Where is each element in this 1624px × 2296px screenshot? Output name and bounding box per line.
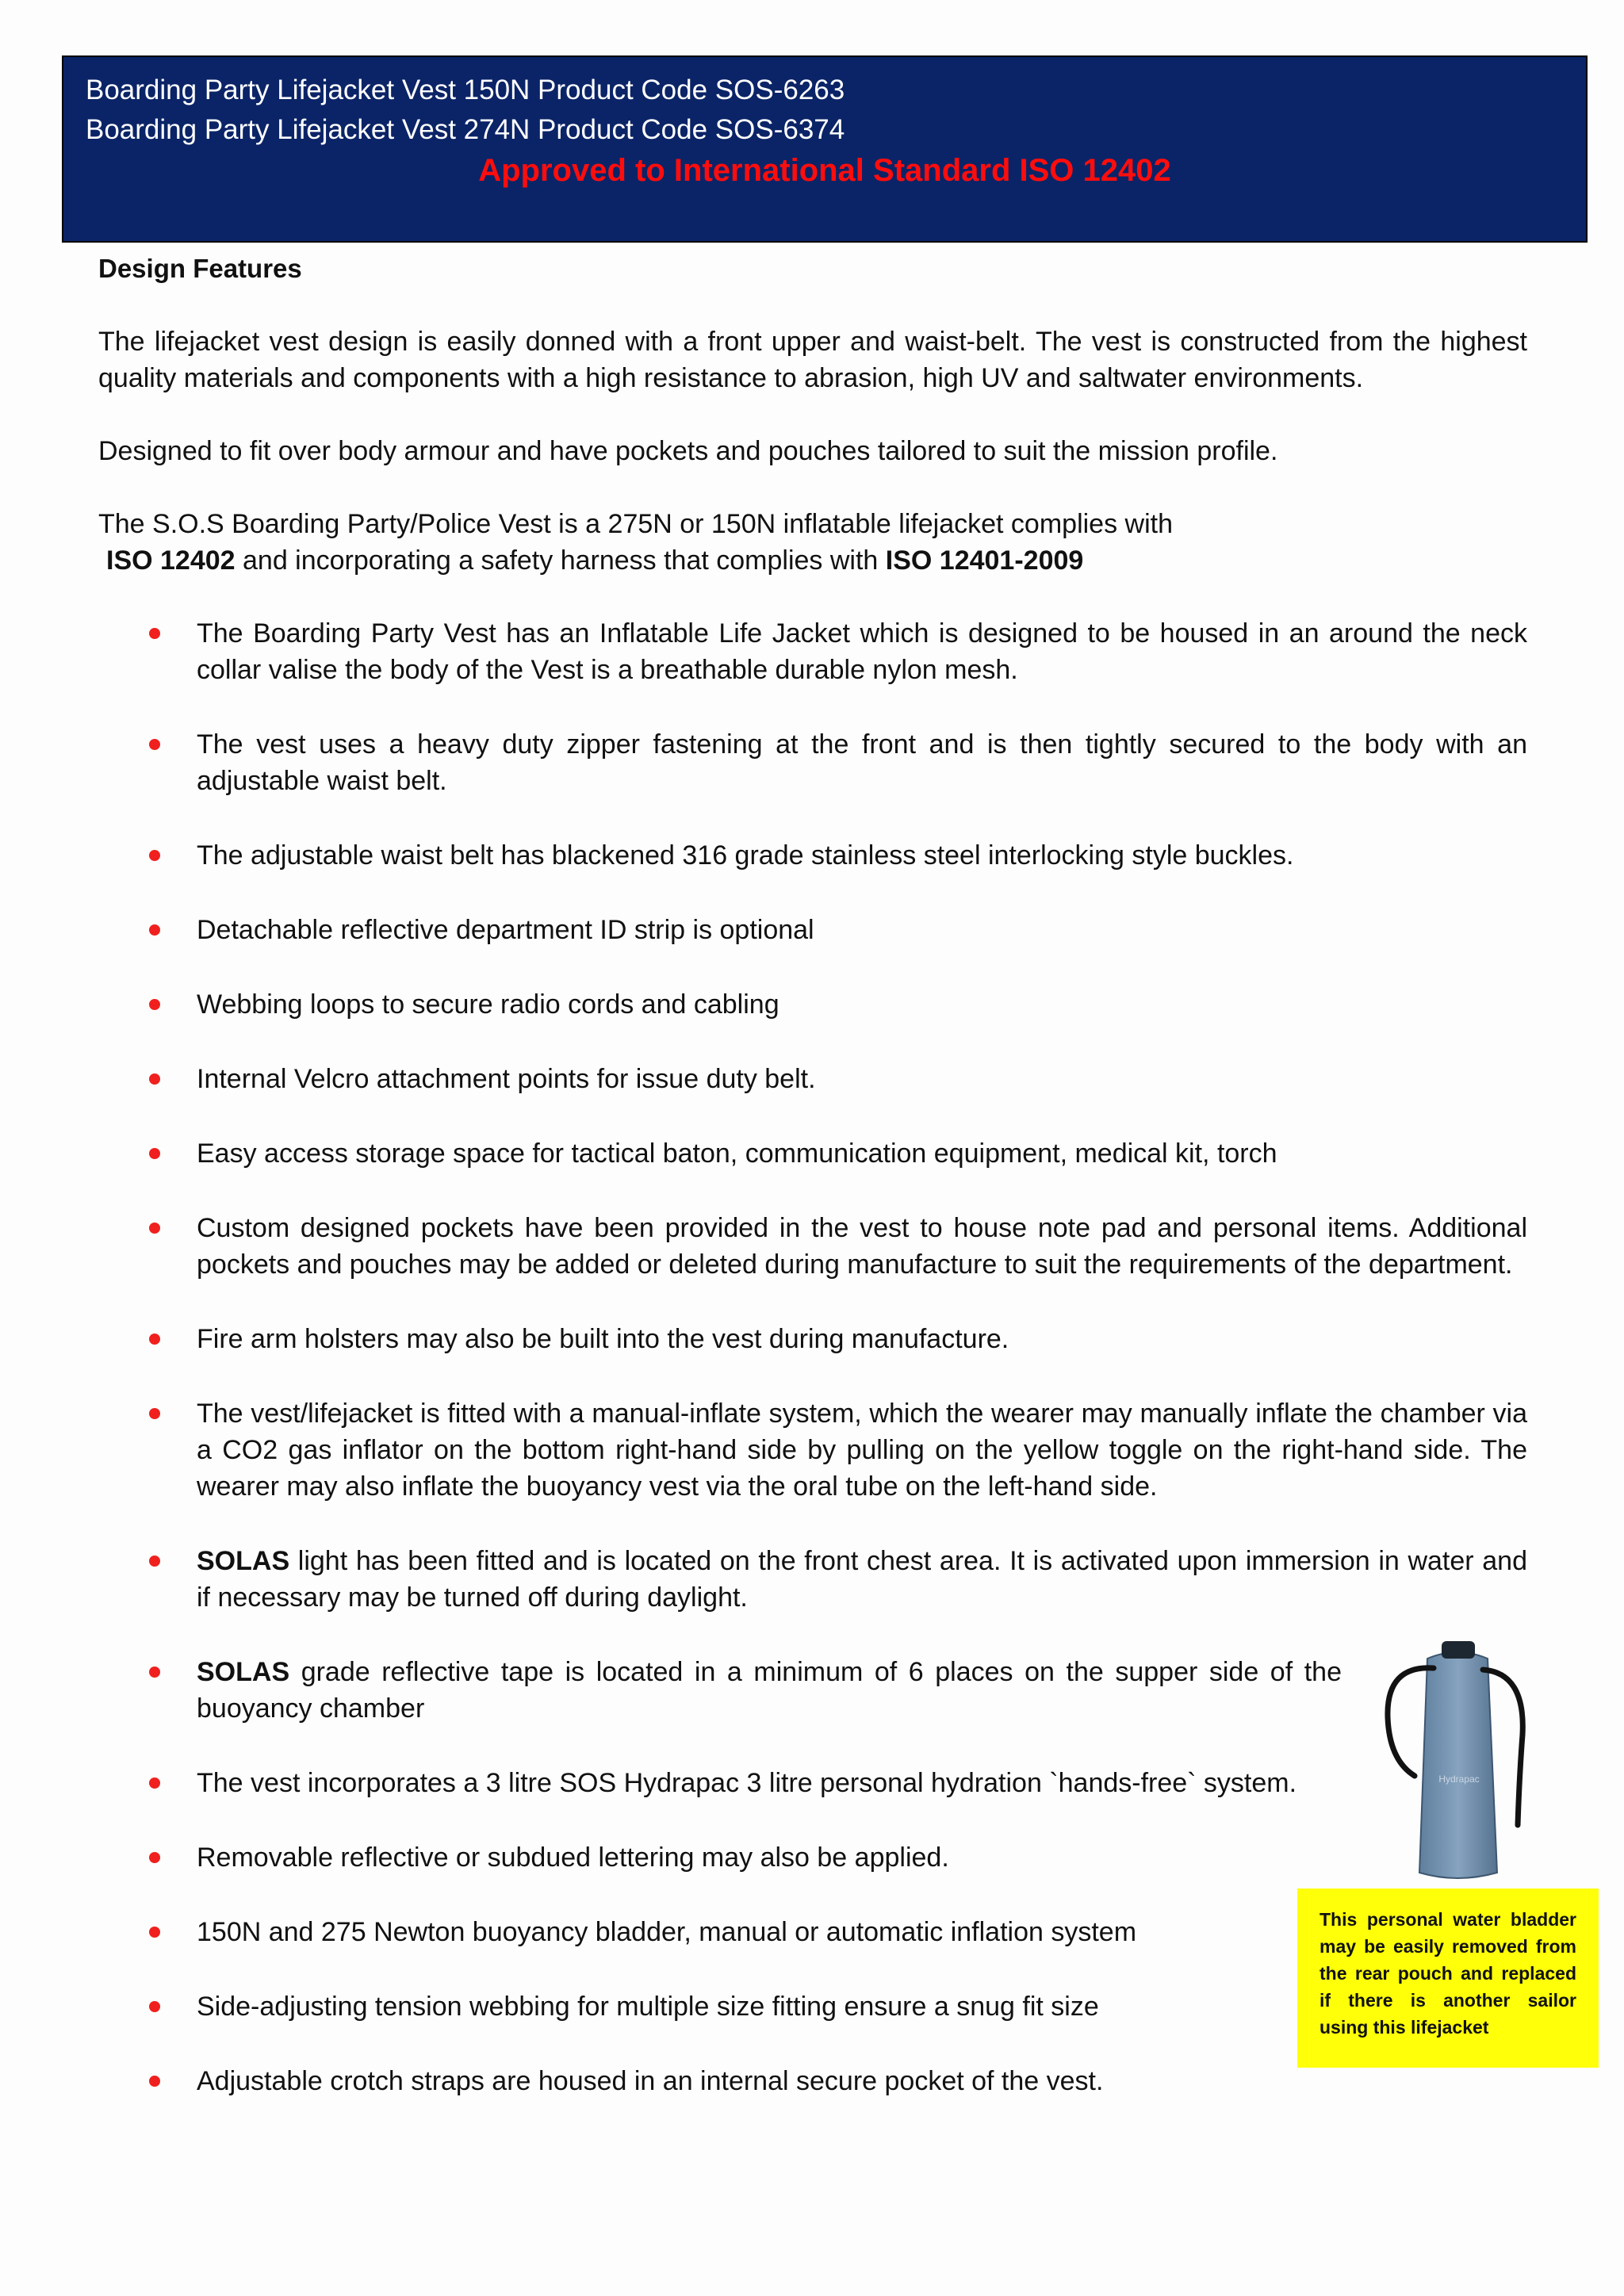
feature-item: Internal Velcro attachment points for issue duty belt.: [98, 1061, 1527, 1097]
bullet-icon: [149, 1073, 160, 1085]
bullet-icon: [149, 1148, 160, 1159]
bullet-icon: [149, 924, 160, 936]
document-body: [98, 251, 1527, 2137]
product-line-274n: Boarding Party Lifejacket Vest 274N Product Code SOS-6374: [86, 114, 845, 145]
feature-item: Easy access storage space for tactical baton, communication equipment, medical kit, torch: [98, 1135, 1527, 1172]
fit-paragraph: Designed to fit over body armour and have pockets and pouches tailored to suit the mission profile.: [98, 436, 1278, 466]
water-bladder-image: [1378, 1641, 1537, 1893]
feature-item: The vest incorporates a 3 litre SOS Hydrapac 3 litre personal hydration `hands-free` system.: [98, 1765, 1527, 1801]
feature-item-solas-light: SOLAS light has been fitted and is located on the front chest area. It is activated upon immersion in water and if necessary may be turned off during daylight.: [98, 1543, 1527, 1616]
bullet-icon: [149, 1408, 160, 1419]
bullet-icon: [149, 999, 160, 1010]
header-banner: [62, 55, 1588, 243]
feature-item: Fire arm holsters may also be built into the vest during manufacture.: [98, 1321, 1527, 1357]
bullet-icon: [149, 628, 160, 639]
feature-item: The Boarding Party Vest has an Inflatable Life Jacket which is designed to be housed in an around the neck collar valise the body of the Vest is a breathable durable nylon mesh.: [98, 615, 1527, 688]
bullet-icon: [149, 1927, 160, 1938]
bladder-caption-box: This personal water bladder may be easily removed from the rear pouch and replaced if there is another sailor using this lifejacket: [1297, 1888, 1599, 2068]
bullet-icon: [149, 1223, 160, 1234]
feature-item-solas-tape: SOLAS grade reflective tape is located in a minimum of 6 places on the supper side of the buoyancy chamber: [98, 1654, 1342, 1727]
feature-item: The vest uses a heavy duty zipper fastening at the front and is then tightly secured to the body with an adjustable waist belt.: [98, 726, 1527, 799]
feature-item: The vest/lifejacket is fitted with a manual-inflate system, which the wearer may manually inflate the chamber via a CO2 gas inflator on the bottom right-hand side by pulling on the yellow toggle on the right-hand side. The wearer may also inflate the buoyancy vest via the oral tube on the left-hand side.: [98, 1395, 1527, 1505]
section-title: Design Features: [98, 254, 302, 283]
bullet-icon: [149, 1667, 160, 1678]
bladder-body: [1419, 1652, 1497, 1878]
compliance-mid-text: and incorporating a safety harness that complies with: [235, 545, 886, 576]
feature-item: Adjustable crotch straps are housed in an internal secure pocket of the vest.: [98, 2063, 1527, 2099]
bullet-icon: [149, 1852, 160, 1863]
feature-item: Removable reflective or subdued lettering may also be applied.: [98, 1839, 1527, 1876]
bullet-icon: [149, 739, 160, 750]
feature-item: 150N and 275 Newton buoyancy bladder, manual or automatic inflation system: [98, 1914, 1527, 1950]
bullet-icon: [149, 850, 160, 861]
feature-item: The adjustable waist belt has blackened 316 grade stainless steel interlocking style buckles.: [98, 837, 1527, 874]
feature-list: [98, 615, 1527, 2099]
bullet-icon: [149, 2001, 160, 2012]
feature-item: Custom designed pockets have been provided in the vest to house note pad and personal items. Additional pockets and pouches may be added or deleted during manufacture to suit the requirements of the department.: [98, 1210, 1527, 1283]
compliance-paragraph: [98, 506, 1527, 579]
feature-item: Webbing loops to secure radio cords and cabling: [98, 986, 1527, 1023]
bladder-cap: [1442, 1641, 1475, 1659]
bullet-icon: [149, 1556, 160, 1567]
intro-paragraph: The lifejacket vest design is easily donned with a front upper and waist-belt. The vest is constructed from the highest quality materials and components with a high resistance to abrasion, high UV and saltwater environments.: [98, 327, 1527, 393]
iso-12402-ref: ISO 12402: [106, 545, 236, 576]
iso-approval-heading: Approved to International Standard ISO 12402: [478, 153, 1171, 188]
bullet-icon: [149, 2076, 160, 2087]
feature-item: Side-adjusting tension webbing for multiple size fitting ensure a snug fit size: [98, 1988, 1527, 2025]
bladder-label: Hydrapac: [1438, 1774, 1480, 1785]
compliance-line: The S.O.S Boarding Party/Police Vest is a 275N or 150N inflatable lifejacket complies with: [98, 509, 1174, 539]
bullet-icon: [149, 1777, 160, 1789]
iso-12401-ref: ISO 12401-2009: [885, 545, 1084, 576]
product-line-150n: Boarding Party Lifejacket Vest 150N Product Code SOS-6263: [86, 75, 845, 105]
feature-item: Detachable reflective department ID strip is optional: [98, 912, 1527, 948]
bullet-icon: [149, 1334, 160, 1345]
